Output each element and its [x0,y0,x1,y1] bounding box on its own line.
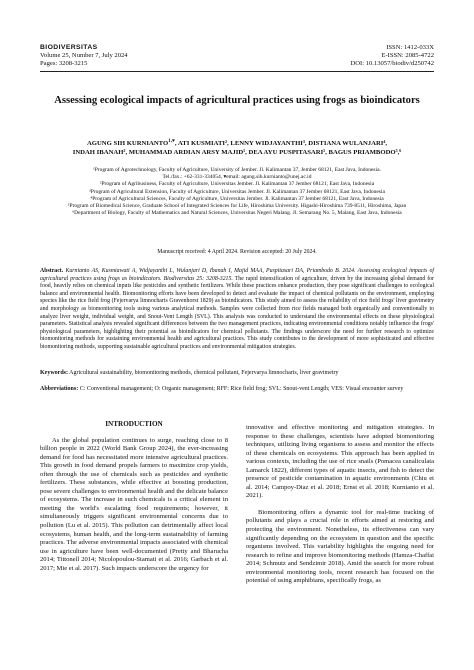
keywords-label: Keywords: [40,370,68,376]
intro-paragraph-2: Biomonitoring offers a dynamic tool for real-time tracking of pollutants and plays a crucial role in efforts aimed at restoring and protecting the environment. Nonetheless, its effectiveness can vary significantly depending on the ecosystem in question and the specific organisms involved. This variability highlights the ongoing need for research to refine and improve biomonitoring methods (Hamza-Chaffai 2014; Schmutz and Sendzimir 2018). Amid the search for more robust environmental monitoring tools, recent research has focused on the potential of using amphibians, specifically frogs, as [246,508,434,585]
author-line-1 [40,137,434,148]
corresponding-mark: 1,♥ [168,139,175,144]
journal-volume: Volume 25, Number 7, July 2024 [40,52,128,59]
paper-title: Assessing ecological impacts of agricultural practices using frogs as bioindicators [54,95,420,106]
author-line-1-rest: , ATI KUSMIATI², LENNY WIDJAYANTHI³, DISTIANA WULANJARI⁴, [174,140,388,148]
affiliation-3: ³Program of Agricultural Extension, Faculty of Agriculture, Universitas Jember. Jl. Kalimantan 37 Jember 68121, East Java, Indonesia [89,188,385,195]
keywords [40,369,434,377]
abstract-citation: Kurnianto AS, Kusmiawati A, Widjayanthi L, Wulanjari D, Ibanah I, Majid MAA, Puspitasari DA, Priambodo B. 2024. Assessing ecological impacts of agricultural practices using frogs as bioindicators. Biodiversitas 25: 3208-3215. [40,268,434,282]
affiliation-1: ¹Program of Agrotechnology, Faculty of Agriculture, University of Jember. Jl. Kalimantan 37, Jember 68121, East Java, Indonesia. [93,167,381,173]
affiliation-5: ⁵Program of Biomedical Science, Graduate School of Integrated Sciences for Life, Hiroshima University. Higashi-Hiroshima 739-8511, Hiroshima, Japan [67,203,407,210]
journal-header-right [350,44,434,68]
correspondence-contact: Tel./fax.: +62-331-334054, ▾email: agung.sih.kurnianto@unej.ac.id [162,174,312,181]
body-column-right [246,424,434,586]
journal-name: BIODIVERSITAS [40,44,98,51]
journal-doi: DOI: 10.13057/biodiv/d250742 [350,60,434,67]
section-heading-introduction: INTRODUCTION [105,420,163,428]
abbreviations-text: C: Conventional management; O: Organic management; RFF: Rice field frog; SVL: Snout-vent Length; VES: Visual encounter survey [79,386,404,392]
intro-paragraph-1: As the global population continues to surge, reaching close to 8 billion people in 2022 (World Bank Group 2024), the ever-increasing demand for food has necessitated more intensive agricultural practices. This growth in food demand propels farmers to maximize crop yields, often through the use of chemicals such as pesticides and synthetic fertilizers. These substances, while effective at boosting production, pose severe challenges to environmental health and the delicate balance of ecosystems. The increase in such chemicals is a critical element in meeting the world's escalating food requirements; however, it simultaneously triggers significant environmental concerns due to pollution (Lu et al. 2015). This pollution can detrimentally affect local ecosystems, human health, and the long-term sustainability of farming practices. The adverse environmental impacts associated with chemical use in agriculture have been well-documented (Pretty and Bharucha 2014; Tittonell 2014; Nicolopoulou-Stamati et al. 2016; Garbach et al. 2017; Mie et al. 2017). Such impacts underscore the urgency for [40,436,228,572]
abbreviations-label: Abbreviations: [40,386,79,392]
abstract-body: The rapid intensification of agriculture, driven by the increasing global demand for food, heavily relies on chemical inputs like pesticides and synthetic fertilizers. While these practices enhance production, they pose significant challenges to ecological balance and environmental health. Biomonitoring efforts have been developed to detect and evaluate the impact of chemical pollutants on the environment, employing species like the rice field frog (Fejervarya limnocharis Gravenhorst 1829) as bioindicators. This study aimed to assess the reliability of rice field frogs' liver gravimetry and morphology as biomonitoring tools using various analytical methods. Samples were collected from rice fields managed both organically and conventionally to analyze liver weight, individual weight, and Snout-Vent Length (SVL). This analysis was conducted to understand the environmental effects on these physiological parameters. Statistical analysis revealed significant differences between the two management practices, indicating environmental conditions notably influence the frogs' physiological parameters, highlighting their potential as bioindicators for chemical pollutants. The findings underscore the need for further research to optimize biomonitoring methods for sustaining environmental health and agricultural practices. This study contributes to the development of more sophisticated and effective biomonitoring methods, supporting sustainable agricultural practices and environmental mitigation strategies. [40,275,435,350]
author-line-2: INDAH IBANAH², MUHAMMAD ARDIAN ARSY MAJID¹, DEA AYU PUSPITASARI¹, BAGUS PRIAMBODO⁵,⁶ [72,149,402,157]
journal-issn: ISSN: 1412-033X [386,44,434,51]
affiliation-4: ⁴Program of Agricultural Sciences, Faculty of Agriculture, Universitas Jember. Jl. Kalimantan 37 Jember 68121, East Java, Indonesia [90,195,384,202]
abstract [40,268,434,352]
header-rule [40,71,434,72]
manuscript-dates: Manuscript received: 4 April 2024. Revision accepted: 20 July 2024. [157,249,317,255]
body-column-left [40,420,228,573]
journal-pages: Pages: 3208-3215 [40,60,88,67]
keywords-text: Agricultural sustainability, biomonitoring methods, chemical pollutant, Fejervarya limnocharis, liver gravimetry [69,370,339,376]
affiliations [40,167,434,217]
author-list [40,137,434,158]
journal-header-left [40,44,128,68]
abbreviations [40,385,434,393]
affiliation-2: ²Program of Agribusiness, Faculty of Agriculture, Universitas Jember. Jl. Kalimantan 37 Jember 68121, East Java, Indonesia [99,181,375,188]
affiliation-6: ⁶Department of Biology, Faculty of Mathematics and Natural Sciences, Universitas Negeri Malang. Jl. Semarang No. 5, Malang, East Java, Indonesia [72,210,402,217]
journal-eissn: E-ISSN: 2085-4722 [381,52,434,59]
intro-paragraph-1-continued: innovative and effective monitoring and mitigation strategies. In response to these challenges, scientists have adopted biomonitoring techniques, utilizing living organisms to assess and monitor the effects of these chemicals on ecosystems. This approach has been applied in various contexts, including the use of rice snails (Pomacea canaliculata Lamarck 1822), different types of aquatic insects, and fish to detect the presence of pesticide contamination in aquatic environments (Chiu et al. 2014; Campoy-Diaz et al. 2018; Ernst et al. 2018; Kurnianto et al. 2021). [246,424,434,500]
abstract-label: Abstract. [40,268,64,274]
corresponding-author: AGUNG SIH KURNIANTO [86,140,169,148]
